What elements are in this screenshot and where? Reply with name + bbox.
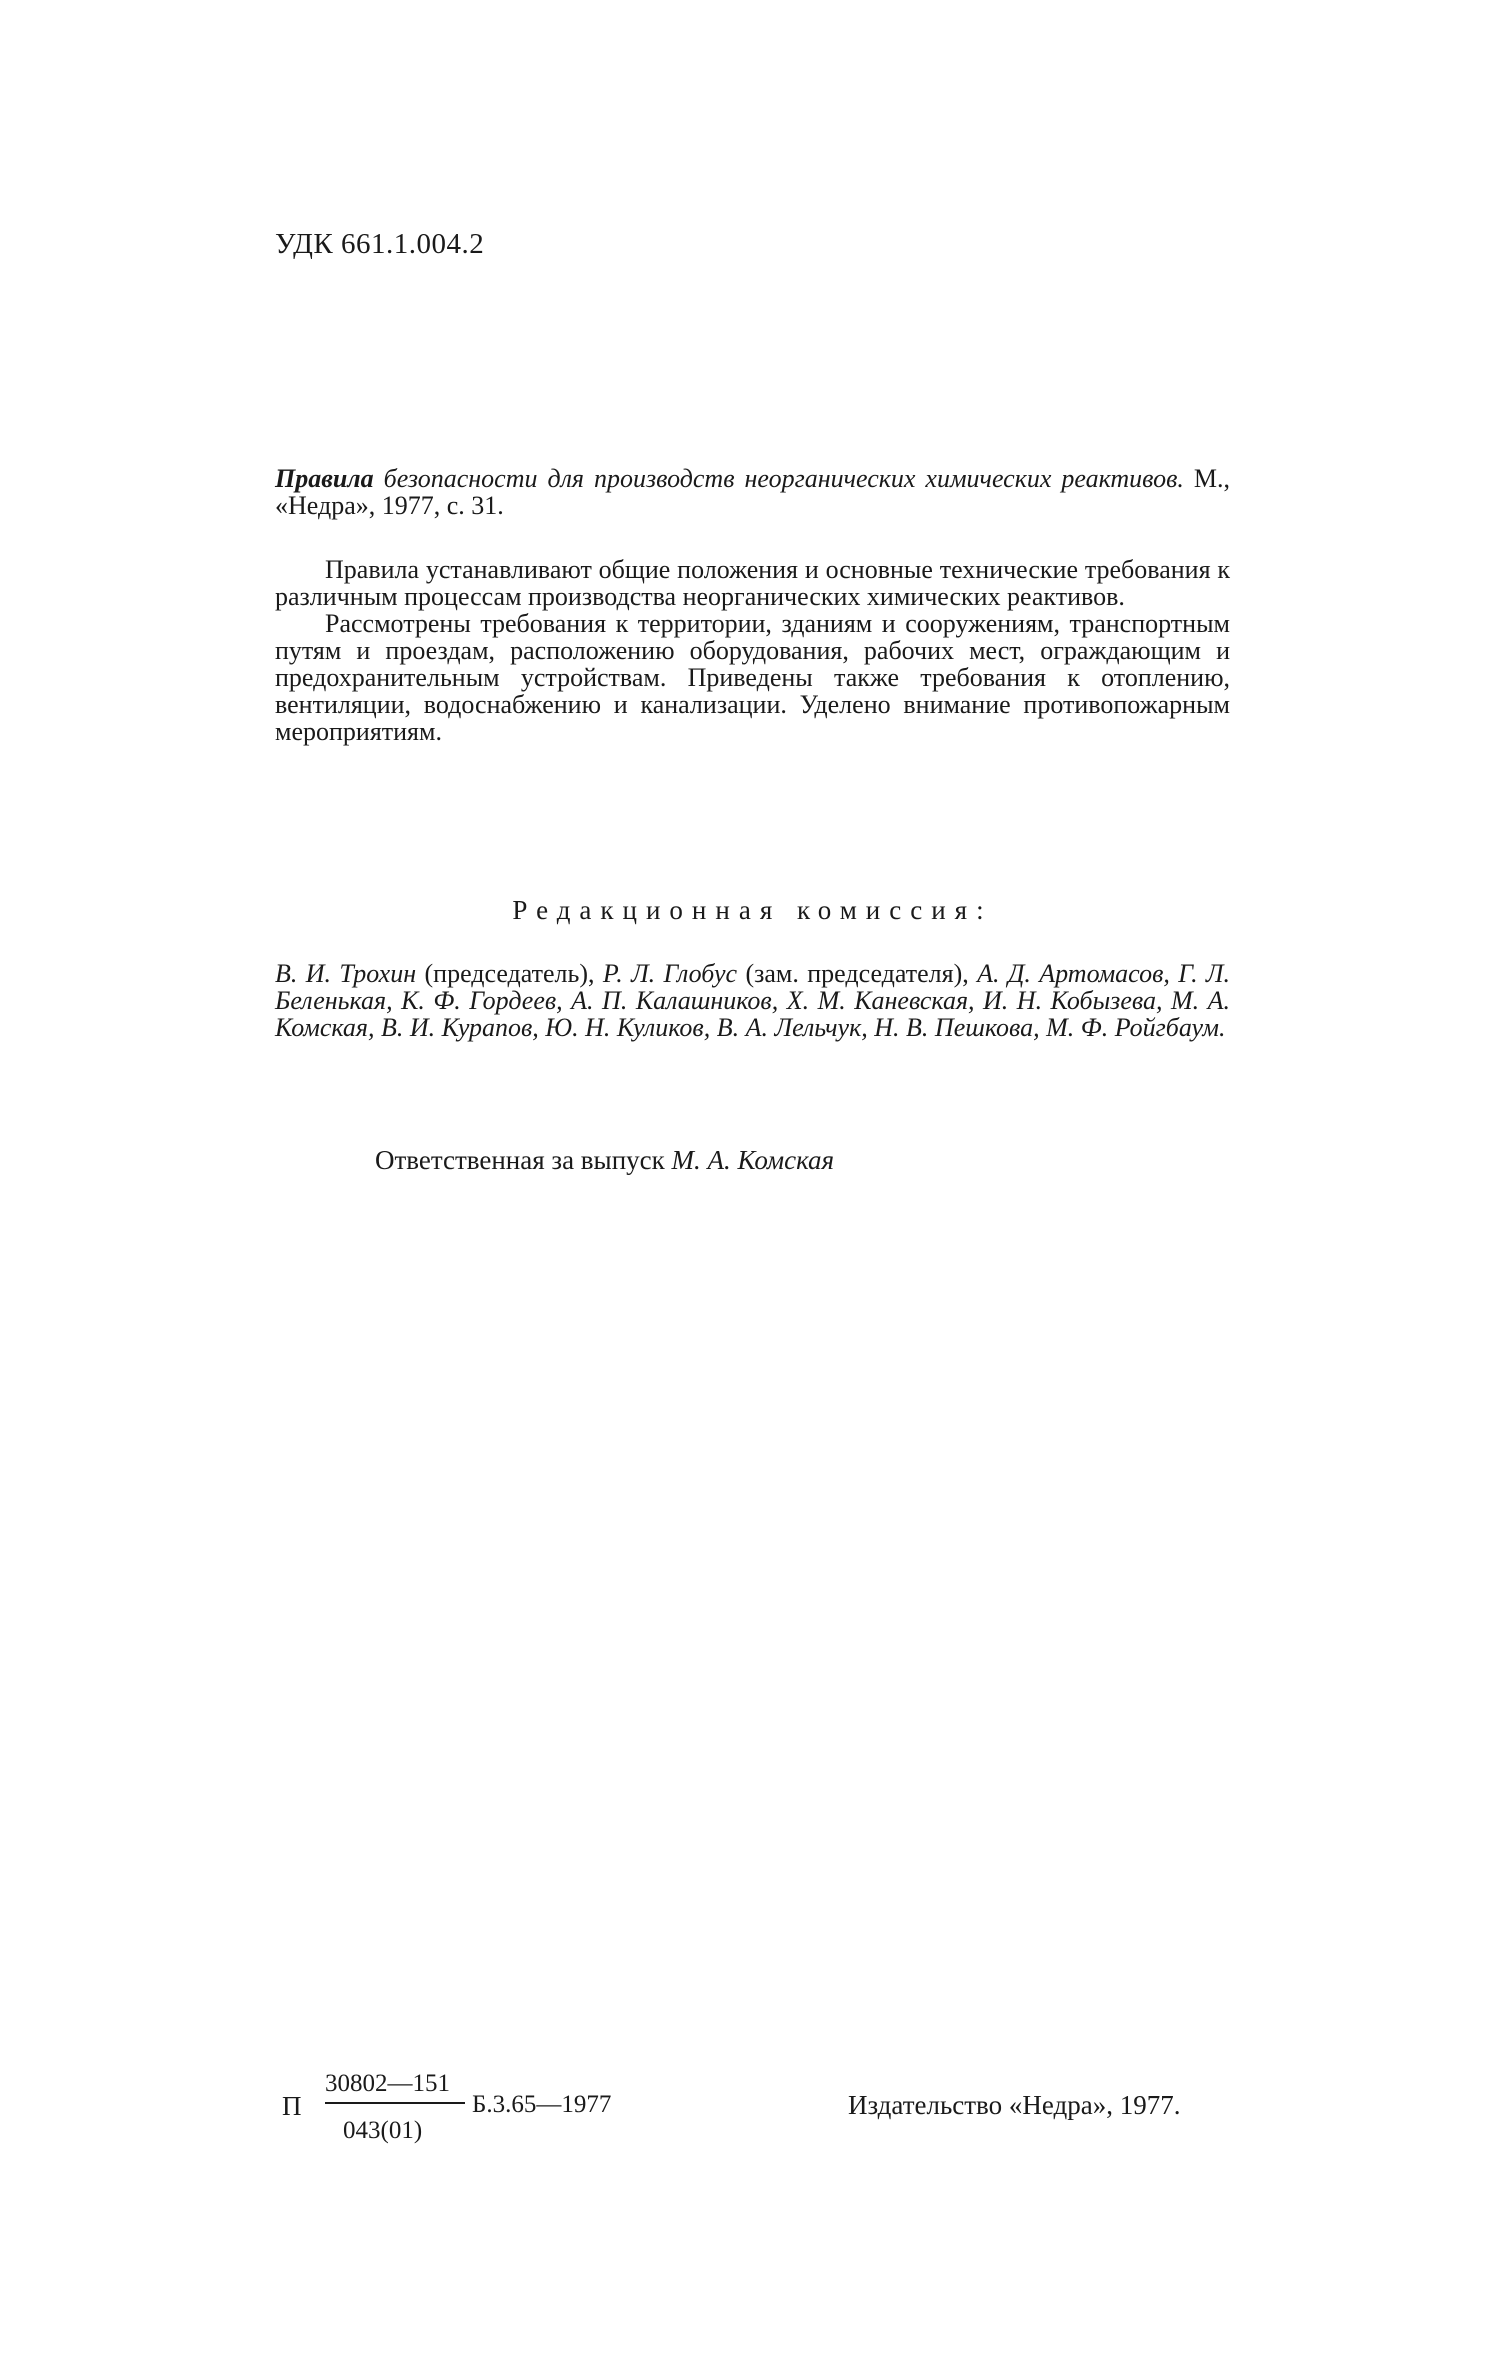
chair-role: (председатель), xyxy=(424,959,595,988)
deputy-name: Р. Л. Глобус xyxy=(602,959,738,988)
index-denominator: 043(01) xyxy=(343,2117,423,2144)
index-letter: П xyxy=(282,2091,302,2121)
biblio-title-rest: безопасности для производств неорганических химических реактивов. xyxy=(383,464,1184,493)
abstract xyxy=(275,556,1230,745)
responsible-label: Ответственная за выпуск xyxy=(375,1145,665,1175)
fraction-line xyxy=(325,2102,465,2104)
members-list: А. Д. Артомасов, Г. Л. Беленькая, К. Ф. Гордеев, А. П. Калашников, Х. М. Каневская, И. Н. Кобызева, М. А. Комская, В. И. Курапов, Ю. Н. Куликов, В. А. Лельчук, Н. В. Пешкова, М. Ф. Ройгбаум. xyxy=(275,959,1231,1042)
abstract-paragraph-2: Рассмотрены требования к территории, зданиям и сооружениям, транспортным путям и проездам, расположению оборудования, рабочих мест, ограждающим и предохранительным устройствам. Приведены также требования к отоплению, вентиляции, водоснабжению и канализации. Уделено внимание противопожарным мероприятиям. xyxy=(275,609,1230,746)
commission-title: Редакционная комиссия: xyxy=(512,895,993,925)
index-numerator: 30802—151 xyxy=(325,2070,450,2097)
index-code: Б.3.65—1977 xyxy=(472,2091,612,2118)
commission-members-text xyxy=(275,960,1230,1041)
chair-name: В. И. Трохин xyxy=(275,959,417,988)
deputy-role: (зам. председателя), xyxy=(745,959,969,988)
responsible-name: М. А. Комская xyxy=(671,1145,835,1175)
biblio-title-bold: Правила xyxy=(275,464,374,493)
udk-code: УДК 661.1.004.2 xyxy=(275,228,485,260)
abstract-paragraph-1: Правила устанавливают общие положения и основные технические требования к различным процессам производства неорганических химических реактивов. xyxy=(275,555,1230,611)
responsible-line xyxy=(375,1145,834,1176)
bibliographic-entry xyxy=(275,465,1230,519)
commission-members xyxy=(275,960,1230,1041)
biblio-imprint: М., «Недра», 1977, с. 31. xyxy=(275,464,1231,520)
publisher-line: Издательство «Недра», 1977. xyxy=(848,2090,1181,2120)
